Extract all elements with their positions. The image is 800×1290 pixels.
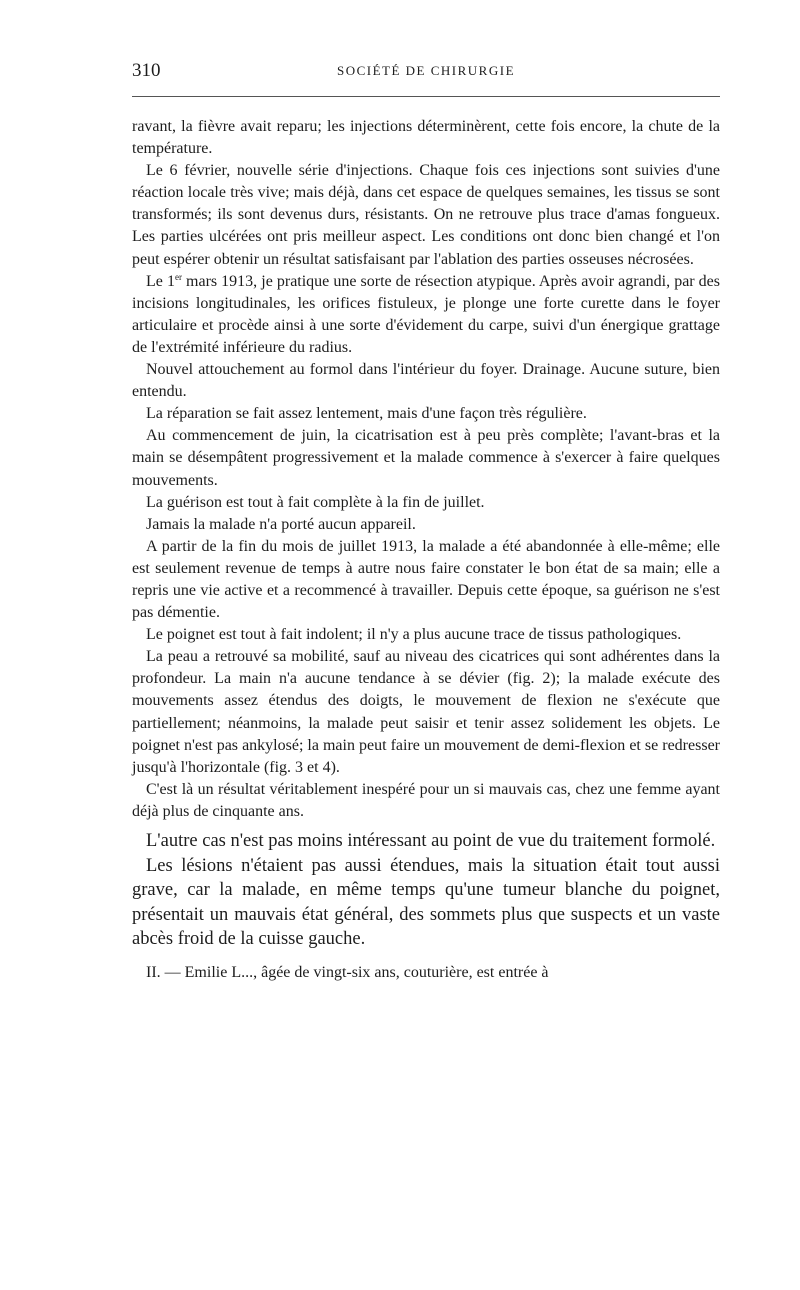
page-body [132,116,720,984]
paragraph: Au commencement de juin, la cicatrisation est à peu près complète; l'avant-bras et la main se désempâtent progressivement et la malade commence à s'exercer à faire quelques mouvements. [132,427,720,489]
page-number: 310 [132,60,161,81]
paragraph: Le poignet est tout à fait indolent; il n'y a plus aucune trace de tissus pathologiques. [146,626,682,644]
page-header [132,60,720,82]
paragraph: Les lésions n'étaient pas aussi étendues, mais la situation était tout aussi grave, car la malade, en même temps qu'une tumeur blanche du poignet, présentait un mauvais état général, des sommets plus que suspects et un vaste abcès froid de la cuisse gauche. [132,855,720,950]
paragraph: A partir de la fin du mois de juillet 1913, la malade a été abandonnée à elle-même; elle est seulement revenue de temps à autre nous faire constater le bon état de sa main; elle a repris une vie active et a recommencé à travailler. Depuis cette époque, sa guérison ne s'est pas démentie. [132,537,720,622]
case-heading-line: II. — Emilie L..., âgée de vingt-six ans, couturière, est entrée à [146,963,549,981]
paragraph: Le 6 février, nouvelle série d'injections. Chaque fois ces injections sont suivies d'une réaction locale très vive; mais déjà, dans cet espace de quelques semaines, les tissus se sont transformés; ils sont devenus durs, résistants. On ne retrouve plus trace d'amas fongueux. Les parties ulcérées ont pris meilleur aspect. Les conditions ont donc bien changé et l'on peut espérer obtenir un résultat satisfaisant par l'ablation des parties osseuses nécrosées. [132,162,720,268]
small-text-section [132,116,720,823]
paragraph: Jamais la malade n'a porté aucun appareil. [146,515,416,533]
date-prefix: Le 1 [146,272,175,290]
paragraph: L'autre cas n'est pas moins intéressant au point de vue du traitement formolé. [146,831,716,851]
paragraph: La guérison est tout à fait complète à la fin de juillet. [146,493,485,511]
ordinal-superscript: er [174,271,182,282]
paragraph: La peau a retrouvé sa mobilité, sauf au niveau des cicatrices qui sont adhérentes dans la profondeur. La main n'a aucune tendance à se dévier (fig. 2); la malade exécute des mouvements assez étendus des doigts, le mouvement de flexion ne s'exécute que partiellement; néanmoins, la malade peut saisir et tenir assez solidement les objets. Le poignet n'est pas ankylosé; la main peut faire un mouvement de demi-flexion et se redresser jusqu'à l'horizontale (fig. 3 et 4). [132,648,720,776]
paragraph: La réparation se fait assez lentement, mais d'une façon très régulière. [146,405,587,423]
header-rule [132,96,720,97]
paragraph-text: mars 1913, je pratique une sorte de résection atypique. Après avoir agrandi, par des incisions longitudinales, les orifices fistuleux, je plonge une forte curette dans le foyer articulaire et procède ainsi à une sorte d'évidement du carpe, suivi d'un énergique grattage de l'extrémité inférieure du radius. [132,272,721,356]
paragraph: C'est là un résultat véritablement inespéré pour un si mauvais cas, chez une femme ayant déjà plus de cinquante ans. [132,780,720,820]
running-title: SOCIÉTÉ DE CHIRURGIE [336,63,516,78]
paragraph: Nouvel attouchement au formol dans l'intérieur du foyer. Drainage. Aucune suture, bien entendu. [132,361,720,401]
paragraph [132,271,720,359]
large-text-section [132,829,720,952]
paragraph: ravant, la fièvre avait reparu; les injections déterminèrent, cette fois encore, la chute de la température. [132,118,720,158]
case-intro-section [132,962,720,984]
